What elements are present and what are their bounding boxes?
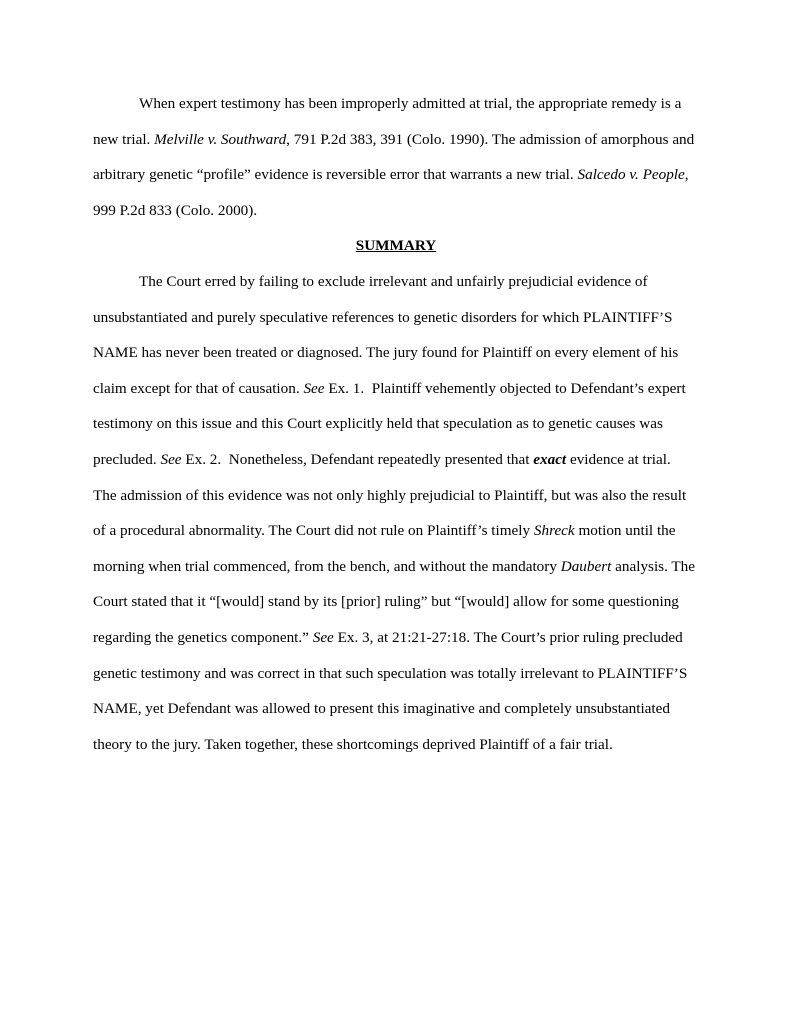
- paragraph-summary-text-4: evidence at trial. The admission of this evidence was not only highly prejudicial to Plaintiff, but was also the result of a procedural abnormality. The Court did not rule on Plaintiff’s timely: [93, 450, 687, 540]
- case-citation-melville: Melville v. Southward: [154, 130, 287, 148]
- paragraph-summary-text-5: motion until the morning when trial commenced, from the bench, and without the mandatory: [93, 522, 676, 575]
- signal-see-1: See: [303, 379, 325, 397]
- case-citation-salcedo: Salcedo v. People: [577, 166, 685, 184]
- paragraph-remedy: [93, 86, 699, 228]
- paragraph-summary-text-6: analysis. The Court stated that it “[would] stand by its [prior] ruling” but “[would] allow for some questioning regarding the genetics component.”: [93, 557, 696, 646]
- term-shreck: Shreck: [533, 522, 575, 540]
- paragraph-summary-text-1: The Court erred by failing to exclude irrelevant and unfairly prejudicial evidence of unsubstantiated and purely speculative references to genetic disorders for which PLAINTIFF’S NAME has never been treated or diagnosed. The jury found for Plaintiff on every element of his claim except for that of causation.: [93, 272, 679, 397]
- signal-see-2: See: [160, 450, 182, 468]
- paragraph-summary: [93, 264, 699, 762]
- paragraph-remedy-text-1: When expert testimony has been improperly admitted at trial, the appropriate remedy is a new trial.: [93, 95, 682, 148]
- paragraph-summary-text-3: Ex. 2. Nonetheless, Defendant repeatedly presented that: [181, 450, 534, 468]
- emphasis-exact: exact: [533, 450, 567, 468]
- paragraph-remedy-text-3: , 999 P.2d 833 (Colo. 2000).: [93, 166, 689, 219]
- section-heading-summary: SUMMARY: [355, 237, 437, 255]
- paragraph-remedy-text-2: , 791 P.2d 383, 391 (Colo. 1990). The admission of amorphous and arbitrary genetic “profile” evidence is reversible error that warrants a new trial.: [93, 130, 695, 184]
- signal-see-3: See: [312, 628, 334, 646]
- document-body: [93, 86, 699, 762]
- paragraph-summary-text-2: Ex. 1. Plaintiff vehemently objected to Defendant’s expert testimony on this issue and this Court explicitly held that speculation as to genetic causes was precluded.: [93, 379, 686, 468]
- term-daubert: Daubert: [560, 557, 612, 575]
- paragraph-summary-text-7: Ex. 3, at 21:21-27:18. The Court’s prior ruling precluded genetic testimony and was correct in that such speculation was totally irrelevant to PLAINTIFF’S NAME, yet Defendant was allowed to present this imaginative and completely unsubstantiated theory to the jury. Taken together, these shortcomings deprived Plaintiff of a fair trial.: [93, 628, 688, 753]
